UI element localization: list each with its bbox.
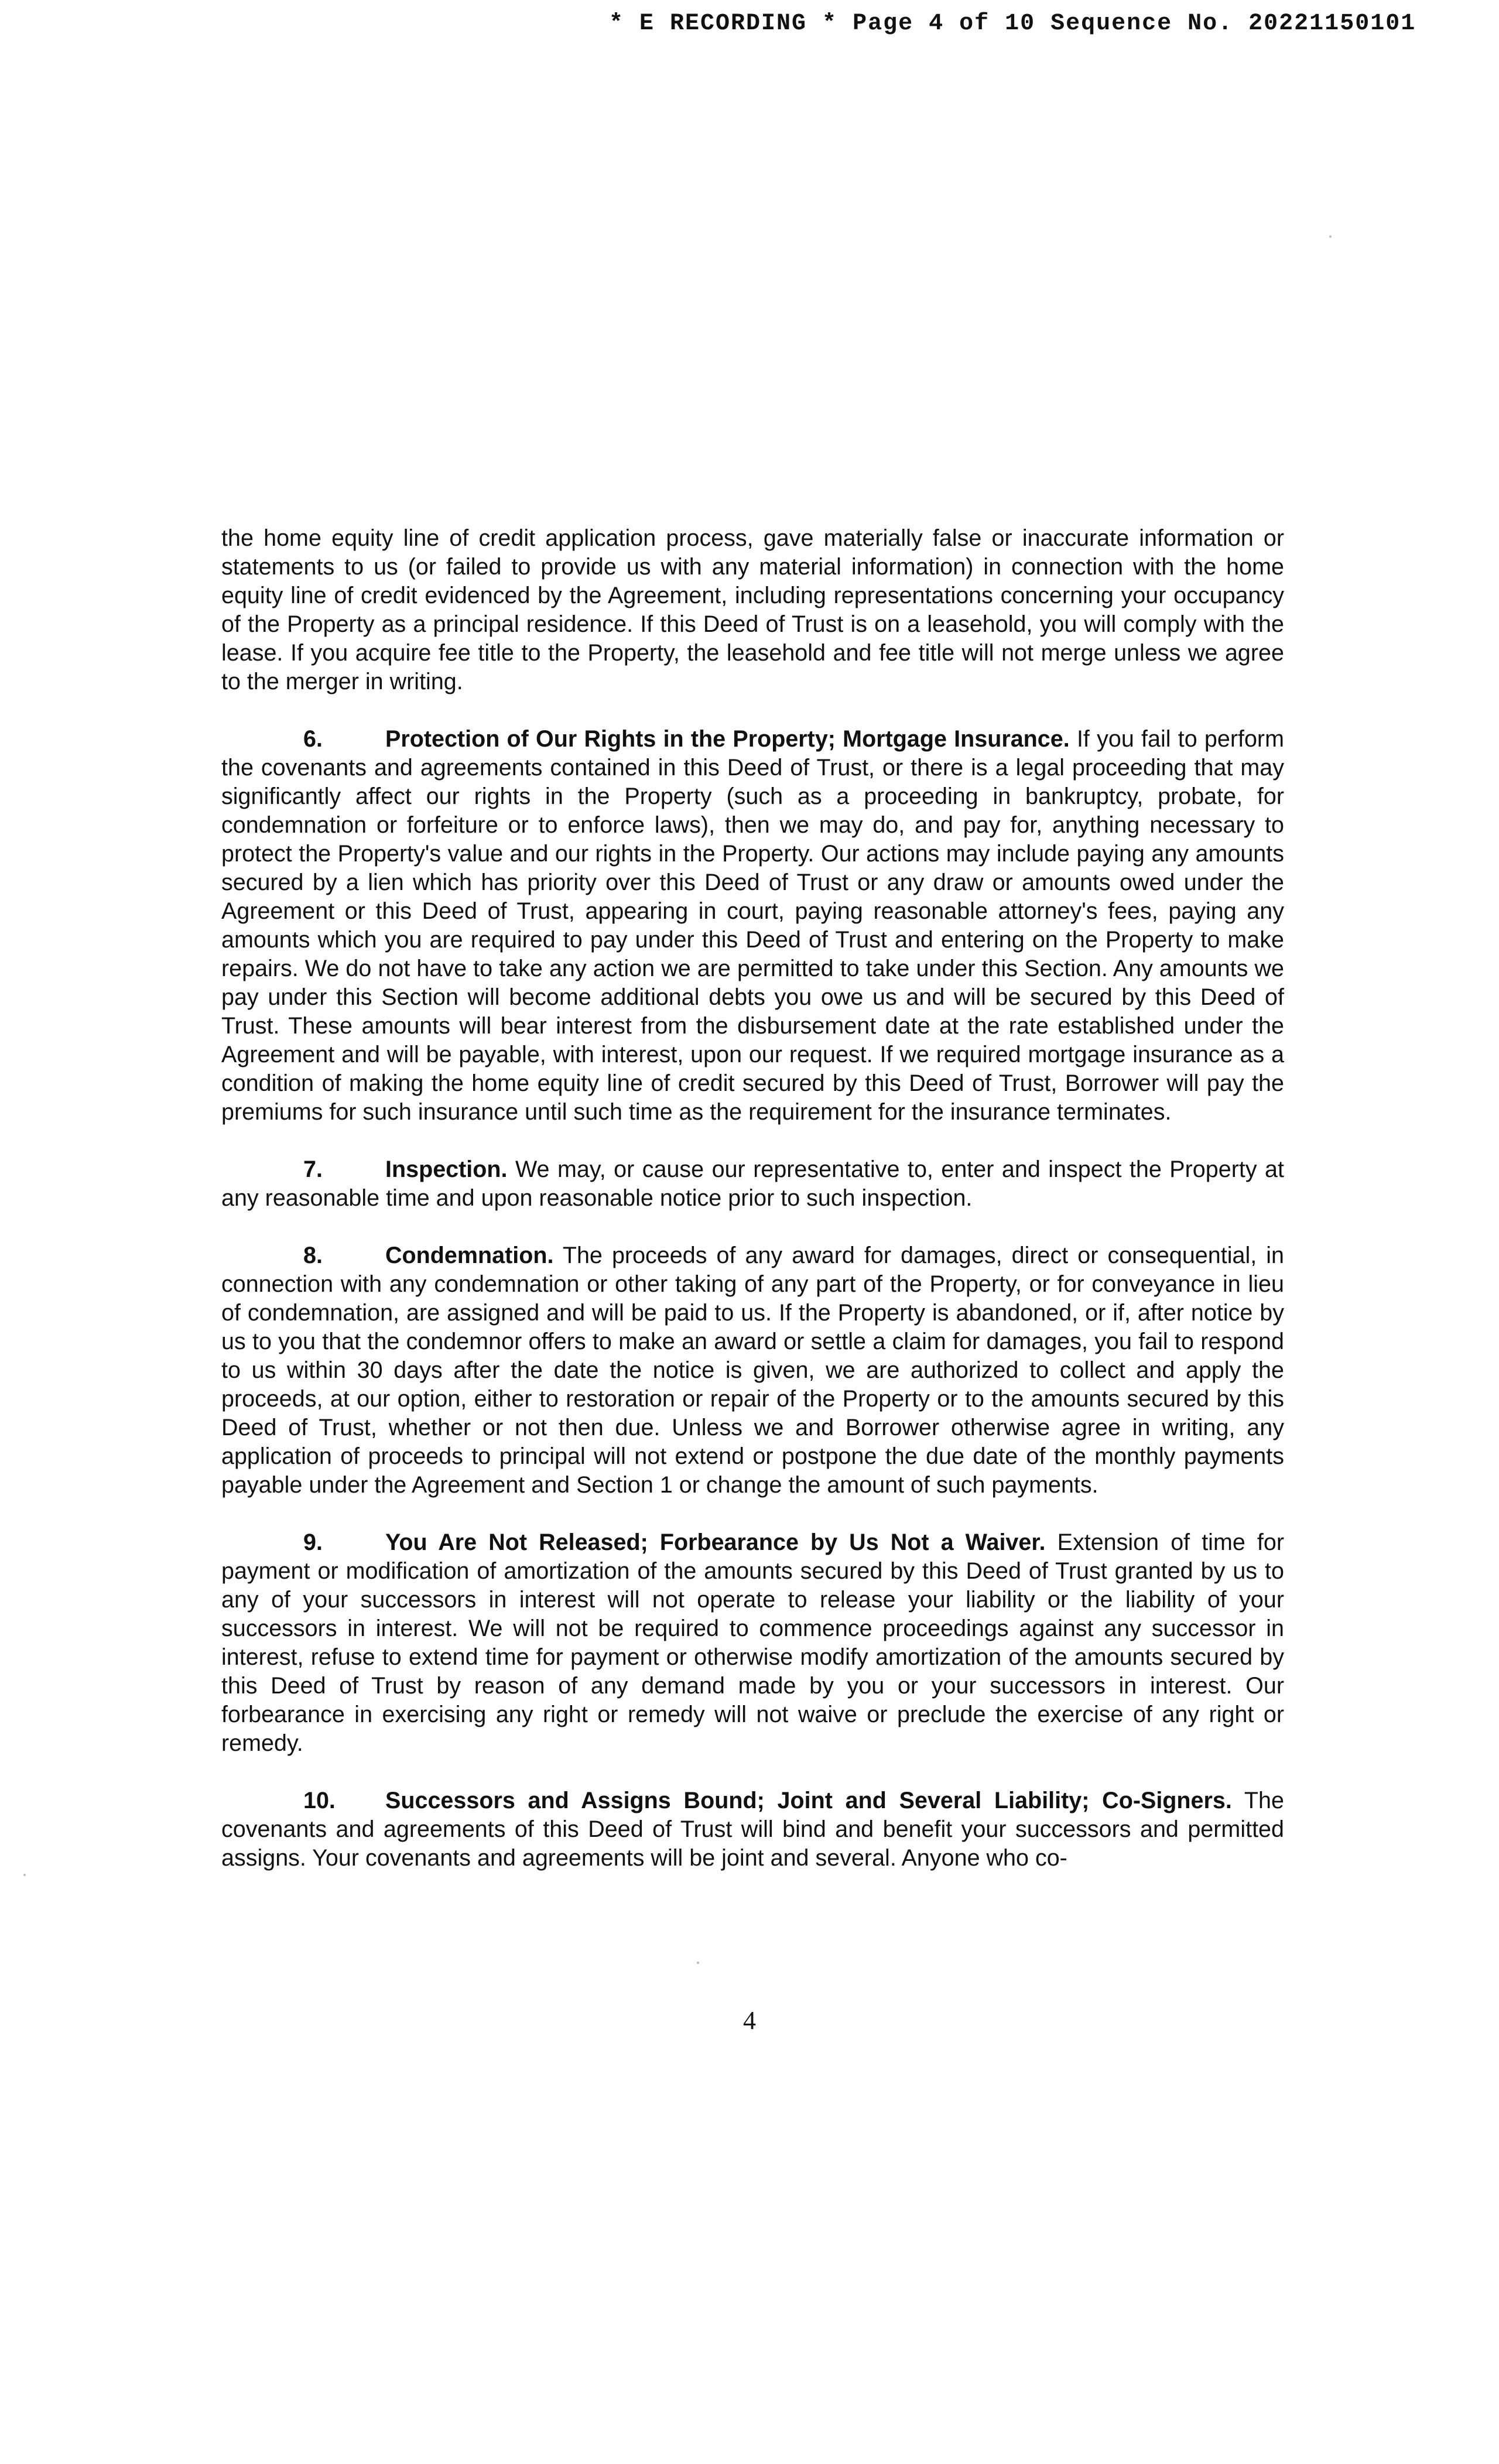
- section-title: You Are Not Released; Forbearance by Us Not a Waiver.: [385, 1529, 1046, 1555]
- section-7: [221, 1155, 1284, 1213]
- section-body: The covenants and agreements of this Deed of Trust will bind and benefit your successors and permitted assigns. Your covenants and agreements will be joint and several. Anyone who co-: [221, 1788, 1284, 1871]
- scan-speck: [1329, 235, 1332, 238]
- scan-speck: [697, 1962, 699, 1964]
- section-number: 7.: [303, 1156, 323, 1182]
- section-number: 10.: [303, 1788, 336, 1813]
- section-body: If you fail to perform the covenants and agreements contained in this Deed of Trust, or there is a legal proceeding that may significantly affect our rights in the Property (such as a proceeding in bankruptcy, probate, for condemnation or forfeiture or to enforce laws), then we may do, and pay for, anything necessary to protect the Property's value and our rights in the Property. Our actions may include paying any amounts secured by a lien which has priority over this Deed of Trust or any draw or amounts owed under the Agreement or this Deed of Trust, appearing in court, paying reasonable attorney's fees, paying any amounts which you are required to pay under this Deed of Trust and entering on the Property to make repairs. We do not have to take any action we are permitted to take under this Section. Any amounts we pay under this Section will become additional debts you owe us and will be secured by this Deed of Trust. These amounts will bear interest from the disbursement date at the rate established under the Agreement and will be payable, with interest, upon our request. If we required mortgage insurance as a condition of making the home equity line of credit secured by this Deed of Trust, Borrower will pay the premiums for such insurance until such time as the requirement for the insurance terminates.: [221, 726, 1284, 1125]
- document-body: [221, 524, 1284, 1901]
- section-body: We may, or cause our representative to, enter and inspect the Property at any reasonable time and upon reasonable notice prior to such inspection.: [221, 1156, 1284, 1211]
- section-title: Successors and Assigns Bound; Joint and Several Liability; Co-Signers.: [385, 1788, 1232, 1813]
- section-10: [221, 1787, 1284, 1873]
- section-title: Inspection.: [385, 1156, 508, 1182]
- section-number: 6.: [303, 726, 323, 752]
- recording-header: * E RECORDING * Page 4 of 10 Sequence No. 20221150101: [609, 11, 1416, 37]
- section-title: Condemnation.: [385, 1243, 554, 1268]
- section-title: Protection of Our Rights in the Property; Mortgage Insurance.: [385, 726, 1070, 752]
- section-body: The proceeds of any award for damages, direct or consequential, in connection with any condemnation or other taking of any part of the Property, or for conveyance in lieu of condemnation, are assigned and will be paid to us. If the Property is abandoned, or if, after notice by us to you that the condemnor offers to make an award or settle a claim for damages, you fail to respond to us within 30 days after the date the notice is given, we are authorized to collect and apply the proceeds, at our option, either to restoration or repair of the Property or to the amounts secured by this Deed of Trust, whether or not then due. Unless we and Borrower otherwise agree in writing, any application of proceeds to principal will not extend or postpone the due date of the monthly payments payable under the Agreement and Section 1 or change the amount of such payments.: [221, 1243, 1285, 1498]
- section-6: [221, 725, 1284, 1127]
- section-number: 9.: [303, 1529, 323, 1555]
- continuation-paragraph: the home equity line of credit application process, gave materially false or inaccurate information or statements to us (or failed to provide us with any material information) in connection with the home equity line of credit evidenced by the Agreement, including representations concerning your occupancy of the Property as a principal residence. If this Deed of Trust is on a leasehold, you will comply with the lease. If you acquire fee title to the Property, the leasehold and fee title will not merge unless we agree to the merger in writing.: [221, 525, 1284, 694]
- section-8: [221, 1241, 1284, 1500]
- section-9: [221, 1528, 1284, 1758]
- section-number: 8.: [303, 1243, 323, 1268]
- scan-speck: [23, 1874, 26, 1876]
- section-body: Extension of time for payment or modification of amortization of the amounts secured by this Deed of Trust granted by us to any of your successors in interest will not operate to release your liability or the liability of your successors in interest. We will not be required to commence proceedings against any successor in interest, refuse to extend time for payment or otherwise modify amortization of the amounts secured by this Deed of Trust by reason of any demand made by you or your successors in interest. Our forbearance in exercising any right or remedy will not waive or preclude the exercise of any right or remedy.: [221, 1529, 1285, 1756]
- page-number: 4: [743, 2006, 756, 2035]
